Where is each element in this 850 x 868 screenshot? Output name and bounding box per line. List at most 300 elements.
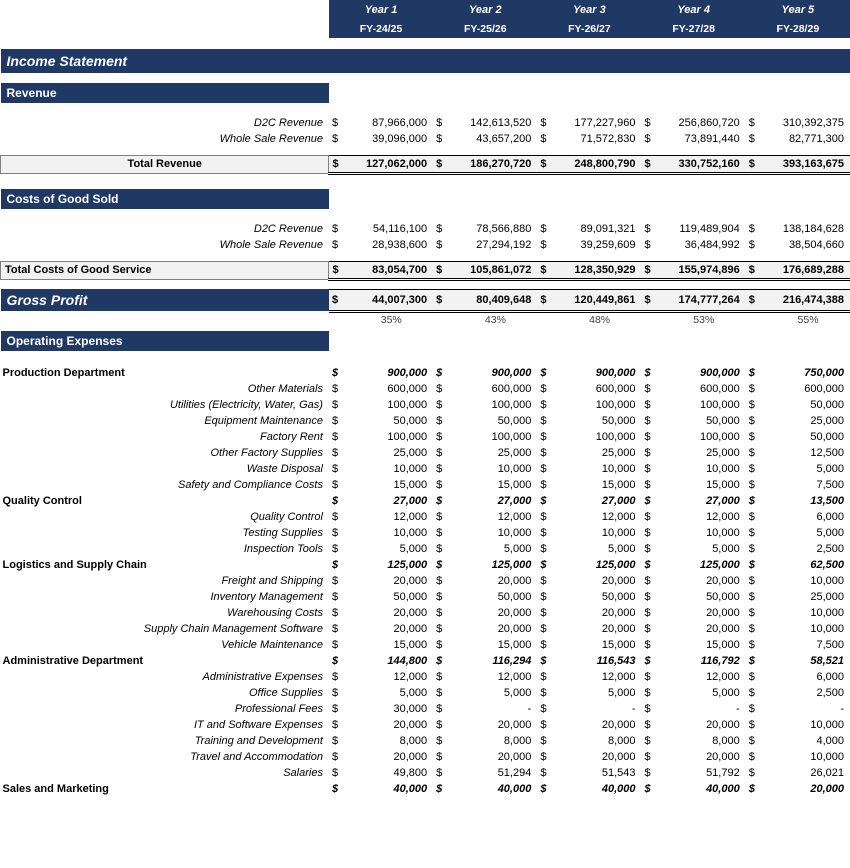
value-y2: 15,000	[497, 479, 532, 491]
currency-symbol-5: $	[748, 687, 755, 699]
line-item-label: Warehousing Costs	[227, 607, 323, 619]
total-currency-symbol-4: $	[642, 155, 662, 173]
line-item-label: Equipment Maintenance	[204, 415, 323, 427]
currency-symbol-1: $	[331, 383, 339, 395]
opex-group-label: Quality Control	[2, 495, 82, 507]
currency-symbol-1: $	[331, 222, 339, 235]
value-y1: 50,000	[393, 591, 428, 603]
currency-symbol-5: $	[748, 783, 755, 795]
currency-symbol-1: $	[331, 575, 339, 587]
currency-symbol-4: $	[644, 607, 651, 619]
currency-symbol-3: $	[540, 447, 547, 459]
value-y3: 100,000	[595, 399, 636, 411]
value-y3: -	[631, 703, 636, 715]
header-spacer-2	[1, 19, 329, 39]
section-bar-opex	[1, 331, 850, 351]
currency-symbol-1: $	[331, 463, 339, 475]
currency-symbol-5: $	[748, 767, 755, 779]
value-y4: 119,489,904	[679, 222, 740, 235]
line-item-label: Quality Control	[250, 511, 323, 523]
value-y1: 12,000	[393, 511, 428, 523]
currency-symbol-5: $	[748, 655, 755, 667]
value-y3: 51,543	[601, 767, 636, 779]
gross-margin-pad-3	[537, 311, 557, 327]
revenue-row-1	[1, 115, 850, 131]
currency-symbol-2: $	[436, 623, 443, 635]
value-y1: 28,938,600	[372, 238, 428, 251]
gap-row	[1, 39, 850, 49]
line-item-label: Utilities (Electricity, Water, Gas)	[169, 399, 323, 411]
currency-symbol-5: $	[748, 132, 755, 145]
currency-symbol-2: $	[436, 671, 443, 683]
value-y5: 82,771,300	[788, 132, 844, 145]
currency-symbol-2: $	[436, 591, 443, 603]
line-item-label: Whole Sale Revenue	[219, 132, 323, 145]
section-bar-opex-bar-fill	[329, 331, 850, 351]
currency-symbol-2: $	[436, 719, 443, 731]
value-y5: 2,500	[816, 687, 844, 699]
page-title: Income Statement	[1, 49, 850, 73]
opex-item-row-3-5	[1, 637, 850, 653]
section-bar-opex-label: Operating Expenses	[1, 331, 329, 351]
gap-after-revenue	[1, 173, 850, 189]
gross-profit-currency-4: $	[642, 289, 662, 311]
gap-revenue-total	[1, 147, 850, 156]
currency-symbol-4: $	[644, 527, 651, 539]
gross-profit-currency-1: $	[329, 289, 349, 311]
value-y4: 20,000	[706, 623, 740, 635]
section-bar-revenue-bar-fill	[329, 83, 850, 103]
value-y5: 2,500	[816, 543, 844, 555]
currency-symbol-3: $	[540, 607, 547, 619]
value-y4: 900,000	[699, 367, 740, 379]
currency-symbol-5: $	[748, 751, 755, 763]
header-year-4: Year 4	[642, 0, 746, 19]
value-y3: 40,000	[601, 783, 636, 795]
gap-cell	[1, 103, 850, 115]
value-y1: 125,000	[387, 559, 428, 571]
currency-symbol-5: $	[748, 479, 755, 491]
currency-symbol-4: $	[644, 431, 651, 443]
line-item-label: Whole Sale Revenue	[219, 238, 323, 251]
opex-group-label: Production Department	[2, 367, 125, 379]
value-y4: 600,000	[699, 383, 740, 395]
value-y2: 40,000	[497, 783, 532, 795]
value-y5: 10,000	[810, 623, 844, 635]
total-label: Total Revenue	[1, 155, 329, 173]
line-item-label: Salaries	[283, 767, 323, 779]
gap-opex	[1, 351, 850, 365]
currency-symbol-2: $	[436, 607, 443, 619]
currency-symbol-5: $	[748, 447, 755, 459]
currency-symbol-1: $	[331, 687, 339, 699]
currency-symbol-2: $	[436, 559, 443, 571]
value-y3: 20,000	[601, 607, 636, 619]
value-y1: 15,000	[393, 479, 428, 491]
value-y1: 20,000	[393, 607, 428, 619]
value-y5: 6,000	[816, 671, 844, 683]
value-y5: 20,000	[810, 783, 844, 795]
total-revenue-row	[1, 155, 850, 173]
currency-symbol-4: $	[644, 463, 651, 475]
currency-symbol-1: $	[331, 511, 339, 523]
currency-symbol-5: $	[748, 238, 755, 251]
header-fiscal-2: FY-25/26	[433, 19, 537, 39]
total-value-y5: 393,163,675	[766, 155, 850, 173]
value-y1: 20,000	[393, 623, 428, 635]
value-y5: 7,500	[816, 639, 844, 651]
gross-profit-value-y4: 174,777,264	[662, 289, 746, 311]
currency-symbol-2: $	[436, 527, 443, 539]
currency-symbol-5: $	[748, 367, 755, 379]
value-y1: 30,000	[393, 703, 428, 715]
gross-margin-y2: 43%	[484, 313, 506, 326]
opex-item-row-1-6	[1, 461, 850, 477]
revenue-row-2	[1, 131, 850, 147]
value-y3: 15,000	[601, 479, 636, 491]
currency-symbol-4: $	[644, 671, 651, 683]
value-y4: 10,000	[706, 463, 740, 475]
line-item-label: Professional Fees	[234, 703, 323, 715]
opex-group-header-2	[1, 493, 850, 509]
value-y2: 600,000	[491, 383, 532, 395]
value-y1: 87,966,000	[372, 116, 428, 129]
value-y1: 144,800	[387, 655, 428, 667]
value-y2: 78,566,880	[476, 222, 532, 235]
currency-symbol-5: $	[748, 415, 755, 427]
currency-symbol-1: $	[331, 751, 339, 763]
currency-symbol-5: $	[748, 383, 755, 395]
value-y1: 100,000	[387, 431, 428, 443]
value-y4: -	[736, 703, 740, 715]
header-fiscal-5: FY-28/29	[746, 19, 850, 39]
currency-symbol-5: $	[748, 399, 755, 411]
currency-symbol-1: $	[331, 527, 339, 539]
currency-symbol-1: $	[331, 703, 339, 715]
value-y3: 116,543	[596, 655, 636, 667]
line-item-label: Inventory Management	[210, 591, 323, 603]
value-y3: 12,000	[601, 511, 636, 523]
section-bar-revenue-label: Revenue	[1, 83, 329, 103]
total-currency-symbol-1: $	[329, 155, 349, 173]
line-item-label: Travel and Accommodation	[190, 751, 323, 763]
value-y1: 15,000	[393, 639, 428, 651]
total-value-y3: 248,800,790	[558, 155, 642, 173]
value-y3: 27,000	[601, 495, 636, 507]
value-y3: 5,000	[608, 543, 636, 555]
line-item-label: Other Materials	[247, 383, 323, 395]
currency-symbol-5: $	[748, 671, 755, 683]
value-y3: 600,000	[595, 383, 636, 395]
value-y1: 10,000	[393, 463, 428, 475]
currency-symbol-3: $	[540, 463, 547, 475]
currency-symbol-3: $	[540, 735, 547, 747]
gap-cell	[1, 173, 850, 189]
opex-item-row-3-1	[1, 573, 850, 589]
value-y2: 12,000	[497, 511, 532, 523]
value-y3: 900,000	[595, 367, 636, 379]
value-y4: 36,484,992	[684, 238, 740, 251]
currency-symbol-5: $	[748, 511, 755, 523]
value-y3: 20,000	[601, 623, 636, 635]
currency-symbol-4: $	[644, 479, 651, 491]
value-y4: 25,000	[706, 447, 740, 459]
value-y5: 10,000	[810, 719, 844, 731]
line-item-label: Safety and Compliance Costs	[178, 479, 323, 491]
currency-symbol-2: $	[436, 751, 443, 763]
value-y1: 12,000	[393, 671, 428, 683]
section-bar-revenue	[1, 83, 850, 103]
opex-item-row-3-4	[1, 621, 850, 637]
value-y2: 15,000	[497, 639, 532, 651]
value-y3: 10,000	[601, 527, 636, 539]
value-y3: 10,000	[601, 463, 636, 475]
value-y2: 27,294,192	[476, 238, 532, 251]
currency-symbol-3: $	[540, 783, 547, 795]
opex-group-header-3	[1, 557, 850, 573]
value-y4: 20,000	[706, 575, 740, 587]
currency-symbol-4: $	[644, 655, 651, 667]
currency-symbol-3: $	[540, 116, 547, 129]
value-y4: 125,000	[699, 559, 740, 571]
currency-symbol-4: $	[644, 222, 651, 235]
section-bar-cogs-label: Costs of Good Sold	[1, 189, 329, 209]
value-y4: 116,792	[700, 655, 740, 667]
header-fiscal-3: FY-26/27	[537, 19, 641, 39]
total-value-y3: 128,350,929	[558, 261, 642, 279]
currency-symbol-5: $	[748, 591, 755, 603]
value-y1: 39,096,000	[372, 132, 428, 145]
value-y4: 12,000	[706, 511, 740, 523]
value-y2: 142,613,520	[470, 116, 532, 129]
value-y1: 49,800	[393, 767, 428, 779]
currency-symbol-3: $	[540, 575, 547, 587]
currency-symbol-1: $	[331, 399, 339, 411]
opex-item-row-1-4	[1, 429, 850, 445]
currency-symbol-3: $	[540, 623, 547, 635]
value-y2: 20,000	[497, 751, 532, 763]
header-fiscal-1: FY-24/25	[329, 19, 433, 39]
currency-symbol-1: $	[331, 591, 339, 603]
value-y4: 51,792	[706, 767, 740, 779]
value-y2: 51,294	[497, 767, 532, 779]
gross-margin-y1: 35%	[380, 313, 402, 326]
gross-margin-pad-1	[329, 311, 349, 327]
value-y4: 27,000	[706, 495, 740, 507]
value-y3: 20,000	[601, 719, 636, 731]
line-item-label: D2C Revenue	[253, 116, 323, 129]
value-y3: 50,000	[601, 591, 636, 603]
currency-symbol-3: $	[540, 415, 547, 427]
value-y3: 125,000	[595, 559, 636, 571]
total-value-y2: 105,861,072	[454, 261, 538, 279]
total-value-y4: 330,752,160	[662, 155, 746, 173]
currency-symbol-2: $	[436, 479, 443, 491]
total-currency-symbol-4: $	[642, 261, 662, 279]
currency-symbol-4: $	[644, 735, 651, 747]
line-item-label: Office Supplies	[248, 687, 323, 699]
value-y4: 50,000	[706, 415, 740, 427]
currency-symbol-2: $	[436, 383, 443, 395]
gross-profit-value-y2: 80,409,648	[454, 289, 538, 311]
value-y1: 25,000	[393, 447, 428, 459]
currency-symbol-2: $	[436, 543, 443, 555]
value-y1: 40,000	[393, 783, 428, 795]
currency-symbol-1: $	[331, 415, 339, 427]
gross-margin-y4: 53%	[693, 313, 715, 326]
currency-symbol-3: $	[540, 132, 547, 145]
header-fiscal-4: FY-27/28	[642, 19, 746, 39]
currency-symbol-1: $	[331, 671, 339, 683]
gross-margin-y5: 55%	[797, 313, 819, 326]
value-y1: 27,000	[393, 495, 428, 507]
value-y1: 100,000	[387, 399, 428, 411]
gap-cell	[1, 279, 850, 289]
total-value-y4: 155,974,896	[662, 261, 746, 279]
value-y1: 20,000	[393, 575, 428, 587]
gross-profit-row	[1, 289, 850, 311]
value-y4: 5,000	[712, 543, 740, 555]
total-currency-symbol-2: $	[433, 261, 453, 279]
currency-symbol-4: $	[644, 511, 651, 523]
currency-symbol-2: $	[436, 511, 443, 523]
currency-symbol-4: $	[644, 559, 651, 571]
currency-symbol-3: $	[540, 399, 547, 411]
value-y2: 20,000	[497, 623, 532, 635]
gross-margin-pad-5	[746, 311, 766, 327]
opex-item-row-1-2	[1, 397, 850, 413]
value-y5: 7,500	[816, 479, 844, 491]
value-y3: 20,000	[601, 751, 636, 763]
value-y1: 54,116,100	[372, 222, 428, 235]
value-y4: 15,000	[706, 639, 740, 651]
value-y4: 20,000	[706, 719, 740, 731]
currency-symbol-5: $	[748, 575, 755, 587]
value-y5: 310,392,375	[782, 116, 844, 129]
value-y5: -	[840, 703, 844, 715]
currency-symbol-1: $	[331, 479, 339, 491]
value-y1: 20,000	[393, 719, 428, 731]
currency-symbol-4: $	[644, 703, 651, 715]
gap-cell	[1, 351, 850, 365]
currency-symbol-5: $	[748, 639, 755, 651]
value-y1: 900,000	[387, 367, 428, 379]
gap-cell	[1, 253, 850, 262]
value-y3: 20,000	[601, 575, 636, 587]
value-y1: 5,000	[399, 543, 428, 555]
currency-symbol-4: $	[644, 415, 651, 427]
value-y1: 600,000	[387, 383, 428, 395]
value-y5: 138,184,628	[782, 222, 844, 235]
currency-symbol-2: $	[436, 399, 443, 411]
gross-profit-label: Gross Profit	[1, 289, 329, 311]
header-fiscal-row	[1, 19, 850, 39]
value-y5: 25,000	[810, 415, 844, 427]
currency-symbol-2: $	[436, 687, 443, 699]
currency-symbol-1: $	[331, 623, 339, 635]
value-y2: 8,000	[503, 735, 532, 747]
value-y5: 13,500	[810, 495, 844, 507]
currency-symbol-1: $	[331, 735, 339, 747]
currency-symbol-2: $	[436, 415, 443, 427]
currency-symbol-4: $	[644, 783, 651, 795]
line-item-label: Inspection Tools	[243, 543, 323, 555]
line-item-label: Freight and Shipping	[221, 575, 323, 587]
currency-symbol-3: $	[540, 559, 547, 571]
value-y4: 73,891,440	[684, 132, 740, 145]
value-y4: 100,000	[699, 399, 740, 411]
currency-symbol-4: $	[644, 367, 651, 379]
page-title-row	[1, 49, 850, 73]
value-y5: 62,500	[810, 559, 844, 571]
value-y2: 12,000	[497, 671, 532, 683]
currency-symbol-3: $	[540, 639, 547, 651]
value-y4: 20,000	[706, 607, 740, 619]
currency-symbol-3: $	[540, 703, 547, 715]
currency-symbol-3: $	[540, 238, 547, 251]
value-y3: 39,259,609	[580, 238, 636, 251]
value-y2: 50,000	[497, 415, 532, 427]
value-y2: 10,000	[497, 527, 532, 539]
gross-profit-currency-3: $	[537, 289, 557, 311]
currency-symbol-4: $	[644, 751, 651, 763]
opex-item-row-1-7	[1, 477, 850, 493]
currency-symbol-4: $	[644, 383, 651, 395]
header-year-3: Year 3	[537, 0, 641, 19]
currency-symbol-3: $	[540, 367, 547, 379]
value-y3: 8,000	[608, 735, 636, 747]
value-y3: 12,000	[601, 671, 636, 683]
gross-margin-pad-4	[642, 311, 662, 327]
currency-symbol-4: $	[644, 238, 651, 251]
value-y2: -	[527, 703, 532, 715]
currency-symbol-3: $	[540, 719, 547, 731]
currency-symbol-4: $	[644, 399, 651, 411]
value-y5: 58,521	[810, 655, 844, 667]
gap-row-2	[1, 73, 850, 83]
currency-symbol-1: $	[331, 767, 339, 779]
line-item-label: Factory Rent	[260, 431, 323, 443]
currency-symbol-5: $	[748, 623, 755, 635]
value-y5: 750,000	[804, 367, 844, 379]
value-y3: 71,572,830	[580, 132, 636, 145]
currency-symbol-2: $	[436, 463, 443, 475]
opex-item-row-4-7	[1, 765, 850, 781]
gap-cell	[1, 209, 850, 221]
currency-symbol-5: $	[748, 703, 755, 715]
value-y3: 89,091,321	[580, 222, 636, 235]
value-y5: 50,000	[810, 431, 844, 443]
value-y2: 25,000	[497, 447, 532, 459]
currency-symbol-2: $	[436, 767, 443, 779]
currency-symbol-3: $	[540, 767, 547, 779]
total-currency-symbol-5: $	[746, 155, 766, 173]
currency-symbol-3: $	[540, 671, 547, 683]
total-currency-symbol-3: $	[537, 261, 557, 279]
gap-cogs	[1, 209, 850, 221]
opex-item-row-2-3	[1, 541, 850, 557]
value-y5: 5,000	[816, 463, 844, 475]
cogs-row-2	[1, 237, 850, 253]
currency-symbol-2: $	[436, 655, 443, 667]
line-item-label: IT and Software Expenses	[193, 719, 323, 731]
opex-item-row-3-3	[1, 605, 850, 621]
value-y5: 10,000	[810, 607, 844, 619]
value-y2: 900,000	[491, 367, 532, 379]
currency-symbol-5: $	[748, 495, 755, 507]
value-y3: 100,000	[595, 431, 636, 443]
value-y2: 20,000	[497, 607, 532, 619]
